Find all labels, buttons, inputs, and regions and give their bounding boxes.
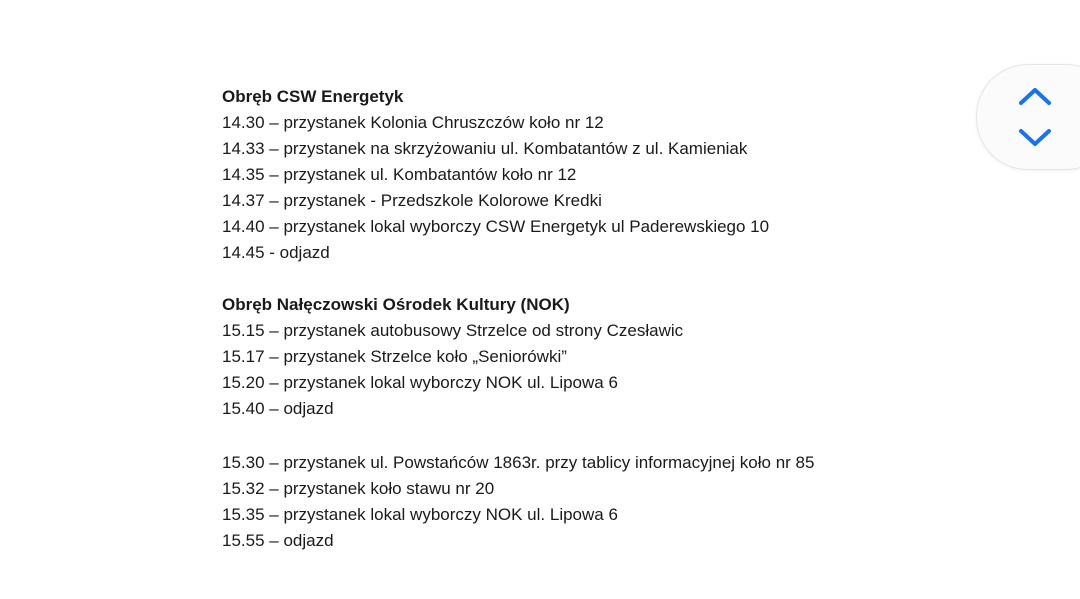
schedule-line: 15.30 – przystanek ul. Powstańców 1863r. przy tablicy informacyjnej koło nr 85 (222, 453, 815, 472)
chevron-down-icon (1018, 128, 1052, 148)
schedule-line: 15.17 – przystanek Strzelce koło „Seniorówki” (222, 347, 567, 366)
spacer (222, 422, 922, 450)
spacer (222, 266, 922, 292)
document-body (222, 84, 922, 554)
page-navigation-widget (976, 64, 1080, 170)
schedule-line: 14.35 – przystanek ul. Kombatantów koło nr 12 (222, 165, 577, 184)
section-title: Obręb Nałęczowski Ośrodek Kultury (NOK) (222, 295, 570, 314)
schedule-line: 14.30 – przystanek Kolonia Chruszczów koło nr 12 (222, 113, 604, 132)
chevron-up-icon (1018, 86, 1052, 106)
section-nok (222, 292, 922, 422)
schedule-line: 14.33 – przystanek na skrzyżowaniu ul. Kombatantów z ul. Kamieniak (222, 139, 748, 158)
schedule-line: 15.15 – przystanek autobusowy Strzelce od strony Czesławic (222, 321, 684, 340)
schedule-line: 14.45 - odjazd (222, 243, 330, 262)
next-button[interactable] (1015, 123, 1055, 153)
section-nok-second-route (222, 450, 922, 554)
schedule-line: 15.32 – przystanek koło stawu nr 20 (222, 479, 495, 498)
schedule-line: 15.40 – odjazd (222, 399, 334, 418)
schedule-line: 15.20 – przystanek lokal wyborczy NOK ul. Lipowa 6 (222, 373, 618, 392)
schedule-line: 15.55 – odjazd (222, 531, 334, 550)
schedule-line: 15.35 – przystanek lokal wyborczy NOK ul. Lipowa 6 (222, 505, 618, 524)
section-csw-energetyk (222, 84, 922, 266)
schedule-line: 14.37 – przystanek - Przedszkole Kolorowe Kredki (222, 191, 602, 210)
schedule-line: 14.40 – przystanek lokal wyborczy CSW Energetyk ul Paderewskiego 10 (222, 217, 770, 236)
previous-button[interactable] (1015, 81, 1055, 111)
section-title: Obręb CSW Energetyk (222, 87, 404, 106)
